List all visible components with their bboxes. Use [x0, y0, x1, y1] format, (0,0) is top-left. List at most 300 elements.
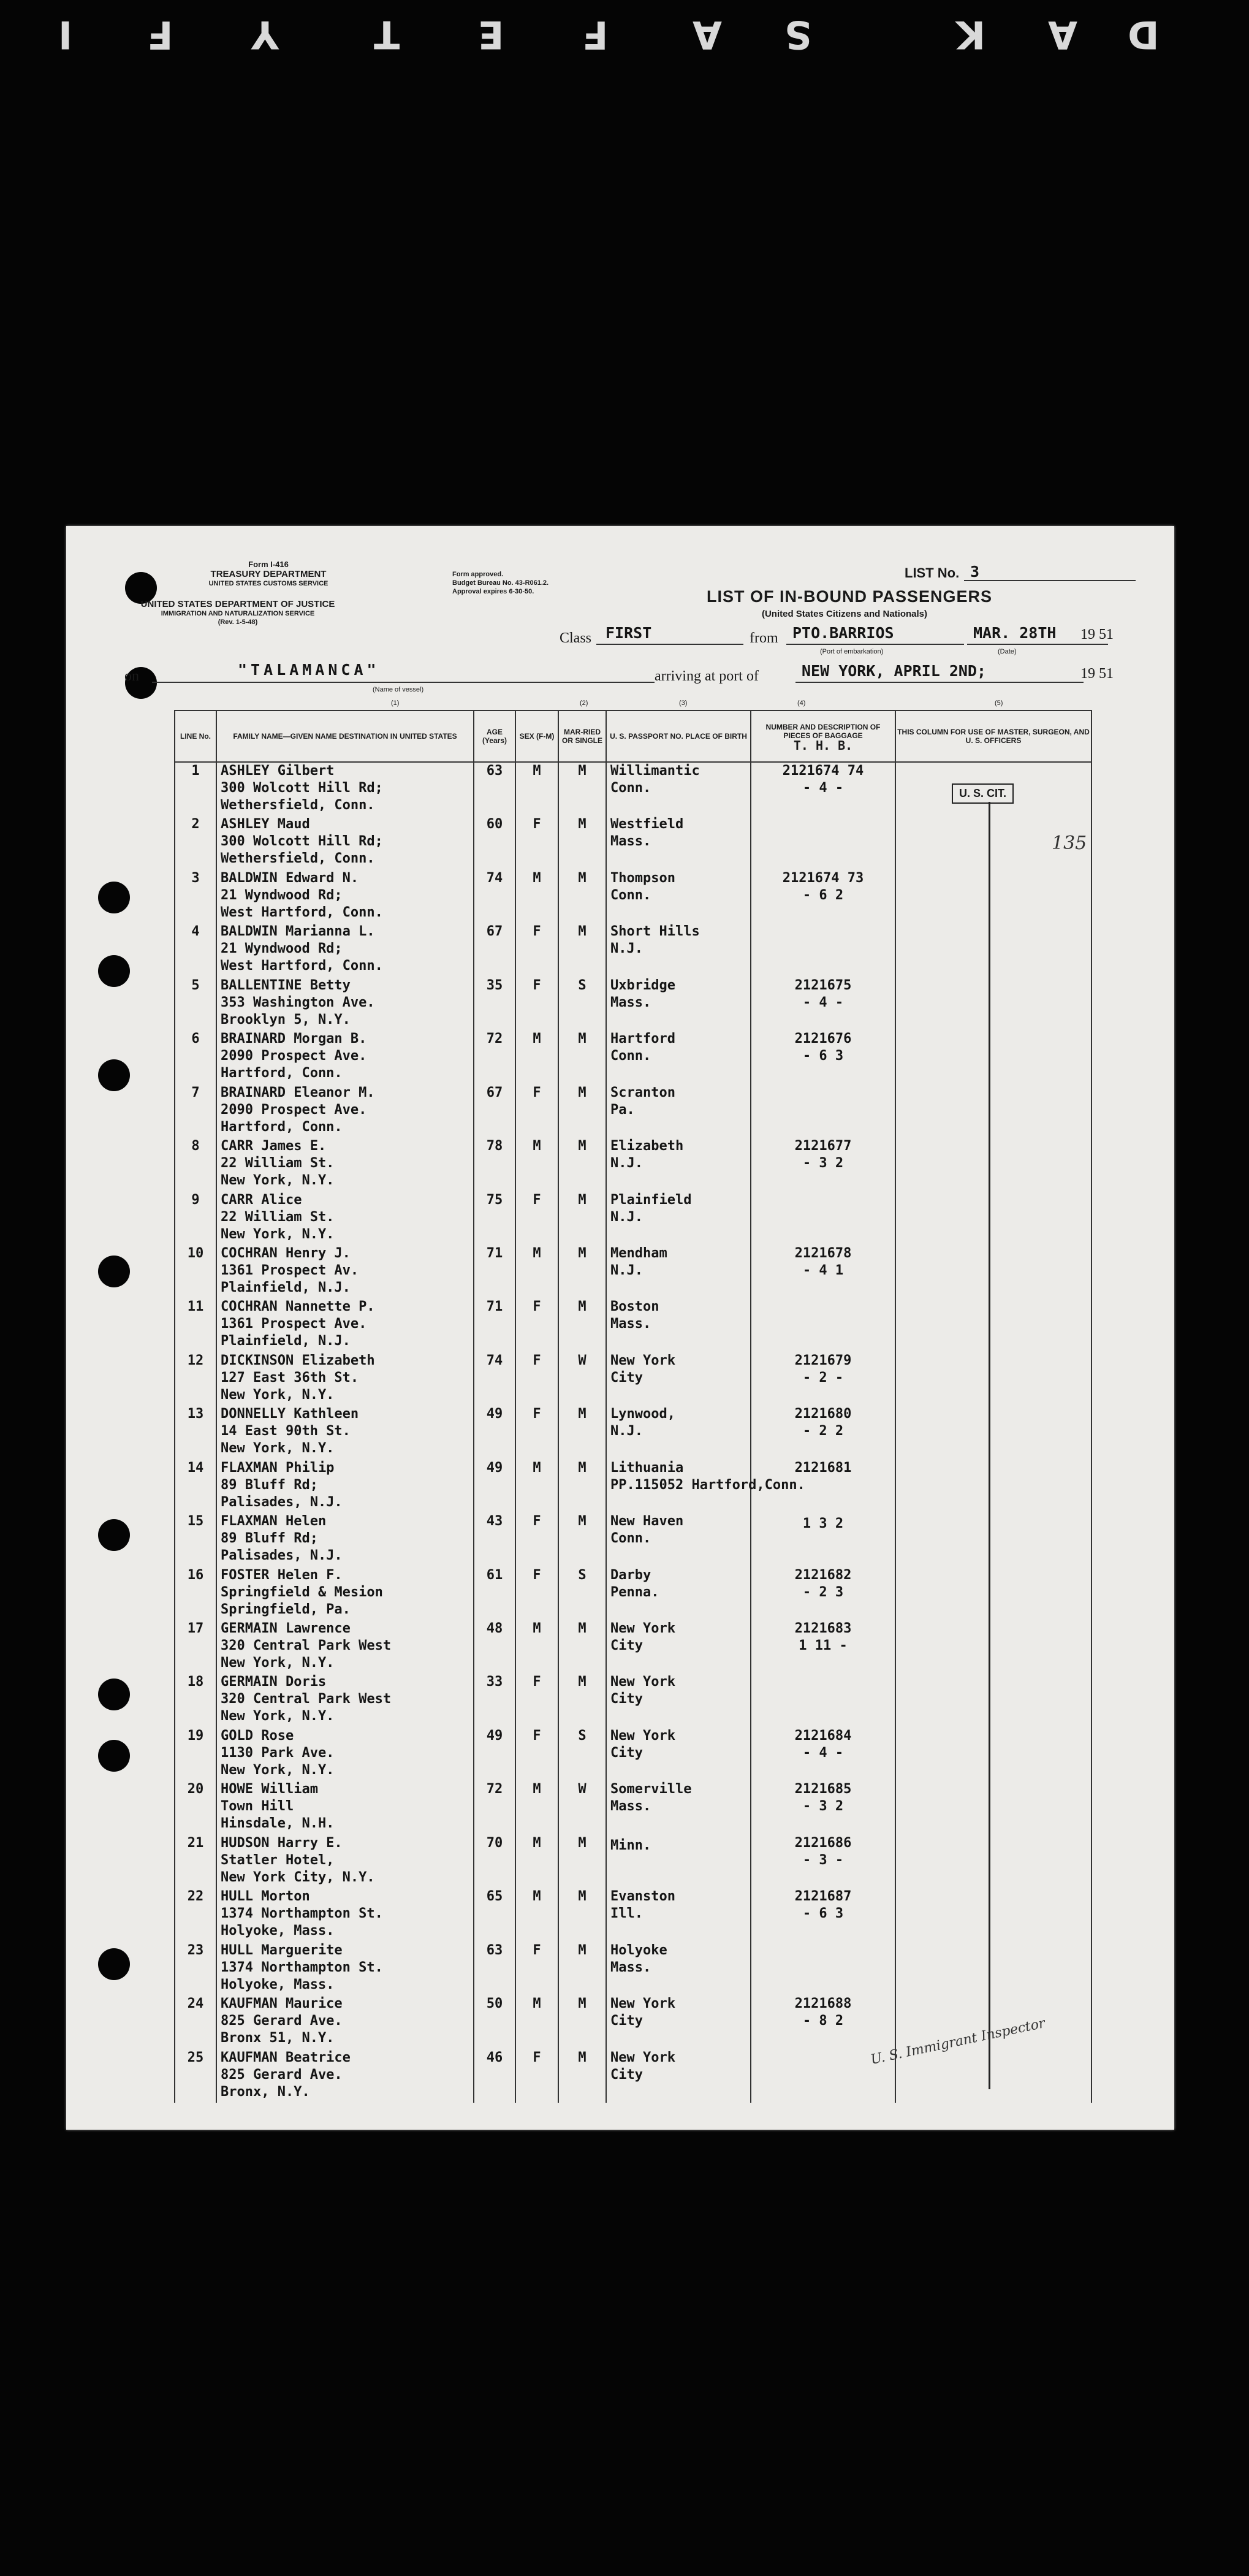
- passenger-name: HOWE William: [221, 1781, 318, 1797]
- birth-state: Mass.: [610, 1959, 651, 1975]
- passenger-sex: F: [533, 1567, 541, 1583]
- birth-state: Pa.: [610, 1102, 635, 1118]
- address-line: 2090 Prospect Ave.: [221, 1048, 367, 1064]
- officer-cell: [895, 1888, 1091, 1942]
- address-line: 320 Central Park West: [221, 1638, 392, 1654]
- marital-status: M: [578, 1621, 587, 1637]
- punch-hole: [98, 1740, 130, 1772]
- officer-cell: [895, 1298, 1091, 1352]
- table-row: [175, 816, 1091, 869]
- age-cell: [474, 1460, 515, 1513]
- marital-status: M: [578, 924, 587, 940]
- sex-cell: [515, 1084, 558, 1138]
- baggage-count: - 4 -: [802, 994, 844, 1010]
- officer-cell: [895, 1245, 1091, 1298]
- punch-hole: [98, 1679, 130, 1710]
- header-baggage-sub: T. H. B.: [793, 738, 853, 753]
- address-line: 353 Washington Ave.: [221, 994, 375, 1010]
- passenger-age: 49: [486, 1406, 503, 1422]
- line-number: 16: [187, 1567, 204, 1583]
- department-block: [177, 560, 360, 588]
- marital-status: M: [578, 1138, 587, 1154]
- birthplace-cell: [606, 1728, 751, 1781]
- place-of-birth: Somerville: [610, 1781, 692, 1797]
- baggage-count: - 3 -: [802, 1852, 844, 1868]
- header-baggage: [751, 711, 895, 762]
- address-line: 1361 Prospect Av.: [221, 1262, 359, 1278]
- married-cell: [558, 1942, 606, 1995]
- address-line: Town Hill: [221, 1799, 294, 1815]
- line-number-cell: [175, 762, 216, 816]
- sex-cell: [515, 1298, 558, 1352]
- place-of-birth: Plainfield: [610, 1192, 692, 1208]
- header-officer: THIS COLUMN FOR USE OF MASTER, SURGEON, AND U. S. OFFICERS: [895, 711, 1091, 762]
- table-row: [175, 1406, 1091, 1459]
- address-city: New York City, N.Y.: [221, 1869, 375, 1885]
- line-number: 21: [187, 1835, 204, 1851]
- place-of-birth: Evanston: [610, 1889, 675, 1905]
- passenger-rows: [175, 762, 1091, 2103]
- sex-cell: [515, 1995, 558, 2049]
- name-cell: [216, 1513, 474, 1566]
- age-cell: [474, 1888, 515, 1942]
- passport-number: 2121681: [794, 1460, 852, 1476]
- passport-number: 2121687: [794, 1889, 852, 1905]
- sex-cell: [515, 2049, 558, 2103]
- birth-state: Minn.: [610, 1837, 651, 1853]
- line-number: 25: [187, 2049, 204, 2065]
- baggage-count: - 4 -: [802, 780, 844, 796]
- page-title: LIST OF IN-BOUND PASSENGERS: [707, 587, 993, 606]
- punch-hole: [98, 882, 130, 913]
- punch-hole: [98, 1948, 130, 1980]
- line-number-cell: [175, 1888, 216, 1942]
- address-line: Statler Hotel,: [221, 1852, 335, 1868]
- passenger-name: CARR Alice: [221, 1192, 302, 1208]
- baggage-cell: [751, 1620, 895, 1674]
- film-edge-letter: F: [582, 12, 609, 57]
- address-city: Hartford, Conn.: [221, 1065, 343, 1081]
- line-number: 13: [187, 1406, 204, 1422]
- line-number-cell: [175, 1138, 216, 1191]
- film-edge-letter: D: [1128, 12, 1160, 57]
- passenger-age: 67: [486, 924, 503, 940]
- marital-status: M: [578, 1835, 587, 1851]
- baggage-count: [751, 818, 895, 821]
- film-edge-letter: T: [374, 12, 400, 57]
- baggage-cell: [751, 1352, 895, 1406]
- passenger-sex: M: [533, 1781, 541, 1797]
- name-cell: [216, 1245, 474, 1298]
- film-edge-letter: E: [478, 12, 504, 57]
- line-number-cell: [175, 1513, 216, 1566]
- passenger-sex: M: [533, 1245, 541, 1261]
- passenger-age: 49: [486, 1728, 503, 1743]
- table-row: [175, 1513, 1091, 1566]
- line-number-cell: [175, 1298, 216, 1352]
- passenger-sex: M: [533, 1835, 541, 1851]
- line-number-cell: [175, 1835, 216, 1888]
- customs-service: UNITED STATES CUSTOMS SERVICE: [208, 580, 328, 587]
- line-number-cell: [175, 1245, 216, 1298]
- line-number: 2: [191, 817, 200, 833]
- birthplace-cell: [606, 1031, 751, 1084]
- officer-cell: [895, 1084, 1091, 1138]
- passenger-age: 67: [486, 1084, 503, 1100]
- name-cell: [216, 2049, 474, 2103]
- baggage-count: 1 3 2: [802, 1516, 844, 1532]
- birthplace-cell: [606, 1192, 751, 1245]
- on-label: on: [124, 668, 139, 684]
- married-cell: [558, 2049, 606, 2103]
- place-of-birth: Elizabeth: [610, 1138, 684, 1154]
- birth-state: N.J.: [610, 1423, 643, 1439]
- birth-state: City: [610, 2013, 643, 2029]
- name-cell: [216, 1192, 474, 1245]
- table-row: [175, 1728, 1091, 1781]
- passenger-name: FLAXMAN Helen: [221, 1514, 327, 1530]
- baggage-count: - 3 2: [802, 1156, 844, 1172]
- line-number: 9: [191, 1192, 200, 1208]
- passport-number: 2121677: [794, 1138, 852, 1154]
- date-underline: [967, 644, 1108, 645]
- passenger-age: 49: [486, 1460, 503, 1476]
- birthplace-cell: [606, 1942, 751, 1995]
- film-edge-letter: A: [1048, 12, 1077, 57]
- age-cell: [474, 1298, 515, 1352]
- marital-status: M: [578, 1299, 587, 1315]
- married-cell: [558, 1245, 606, 1298]
- passenger-age: 74: [486, 870, 503, 886]
- age-cell: [474, 870, 515, 923]
- passenger-age: 46: [486, 2049, 503, 2065]
- passenger-name: KAUFMAN Maurice: [221, 1996, 343, 2012]
- age-cell: [474, 1995, 515, 2049]
- marital-status: M: [578, 1889, 587, 1905]
- line-number-cell: [175, 1460, 216, 1513]
- age-cell: [474, 762, 515, 816]
- place-of-birth: Uxbridge: [610, 977, 675, 993]
- officer-cell: [895, 2049, 1091, 2103]
- punch-hole: [98, 1519, 130, 1551]
- officer-cell: [895, 1192, 1091, 1245]
- marital-status: M: [578, 1192, 587, 1208]
- address-city: New York, N.Y.: [221, 1387, 335, 1403]
- table-row: [175, 1084, 1091, 1138]
- name-cell: [216, 762, 474, 816]
- marital-status: M: [578, 817, 587, 833]
- baggage-cell: [751, 1406, 895, 1459]
- passenger-sex: M: [533, 1460, 541, 1476]
- place-of-birth: Lithuania: [610, 1460, 684, 1476]
- passenger-name: BALDWIN Marianna L.: [221, 924, 375, 940]
- table-row: [175, 1298, 1091, 1352]
- film-edge-letter: F: [147, 12, 173, 57]
- passenger-age: 71: [486, 1245, 503, 1261]
- baggage-count: 1 11 -: [799, 1638, 848, 1654]
- marital-status: M: [578, 1942, 587, 1958]
- date-caption: (Date): [998, 648, 1017, 655]
- header-baggage-text: NUMBER AND DESCRIPTION OF PIECES OF BAGGAGE: [765, 723, 881, 740]
- birthplace-cell: [606, 1567, 751, 1620]
- married-cell: [558, 1084, 606, 1138]
- baggage-cell: [751, 762, 895, 816]
- name-cell: [216, 1888, 474, 1942]
- baggage-count: [751, 1301, 895, 1303]
- address-line: Springfield & Mesion: [221, 1584, 383, 1600]
- address-line: 89 Bluff Rd;: [221, 1477, 318, 1493]
- birthplace-cell: [606, 977, 751, 1031]
- col-num: (2): [580, 699, 588, 707]
- table-row: [175, 1031, 1091, 1084]
- line-number: 15: [187, 1514, 204, 1530]
- table-row: [175, 1620, 1091, 1674]
- place-of-birth: Mendham: [610, 1245, 667, 1261]
- address-city: Hinsdale, N.H.: [221, 1816, 335, 1832]
- birth-state: N.J.: [610, 941, 643, 957]
- place-of-birth: Willimantic: [610, 763, 700, 779]
- vessel-underline: [152, 682, 655, 683]
- baggage-count: - 6 2: [802, 887, 844, 903]
- passenger-age: 75: [486, 1192, 503, 1208]
- form-number: Form I-416: [248, 560, 289, 569]
- address-line: 1374 Northampton St.: [221, 1959, 383, 1975]
- officer-cell: [895, 1781, 1091, 1834]
- age-cell: [474, 923, 515, 977]
- passenger-age: 61: [486, 1567, 503, 1583]
- passenger-sex: F: [533, 1728, 541, 1743]
- officer-cell: [895, 1620, 1091, 1674]
- place-of-birth: New York: [610, 1621, 675, 1637]
- sex-cell: [515, 1352, 558, 1406]
- col-num: (3): [679, 699, 688, 707]
- address-city: Holyoke, Mass.: [221, 1923, 335, 1939]
- address-city: Palisades, N.J.: [221, 1548, 343, 1564]
- table-header-row: [175, 711, 1091, 762]
- passport-number: 2121680: [794, 1406, 852, 1422]
- address-line: 89 Bluff Rd;: [221, 1531, 318, 1547]
- married-cell: [558, 1781, 606, 1834]
- birth-state: City: [610, 1691, 643, 1707]
- age-cell: [474, 1728, 515, 1781]
- birth-state: Mass.: [610, 994, 651, 1010]
- address-line: 1361 Prospect Ave.: [221, 1316, 367, 1332]
- address-city: Palisades, N.J.: [221, 1494, 343, 1510]
- table-row: [175, 923, 1091, 977]
- address-line: 21 Wyndwood Rd;: [221, 887, 343, 903]
- year-arrival: 19 51: [1080, 666, 1114, 682]
- marital-status: M: [578, 763, 587, 779]
- passport-number: 2121674 73: [782, 870, 864, 886]
- place-of-birth: Westfield: [610, 817, 684, 833]
- punch-hole: [98, 955, 130, 987]
- place-of-birth: New York: [610, 1728, 675, 1743]
- passenger-sex: M: [533, 1621, 541, 1637]
- line-number-cell: [175, 977, 216, 1031]
- birth-state: Penna.: [610, 1584, 659, 1600]
- birth-state: Conn.: [610, 780, 651, 796]
- table-row: [175, 1835, 1091, 1888]
- officer-cell: [895, 1567, 1091, 1620]
- passenger-sex: F: [533, 924, 541, 940]
- marital-status: M: [578, 1406, 587, 1422]
- passport-number: 2121678: [794, 1245, 852, 1261]
- table-row: [175, 1781, 1091, 1834]
- film-edge-letter: A: [693, 12, 722, 57]
- passenger-name: HULL Marguerite: [221, 1942, 343, 1958]
- birth-state: Conn.: [610, 1048, 651, 1064]
- name-cell: [216, 1835, 474, 1888]
- passenger-age: 63: [486, 763, 503, 779]
- passenger-sex: F: [533, 1084, 541, 1100]
- place-of-birth: New York: [610, 1674, 675, 1690]
- passenger-name: GOLD Rose: [221, 1728, 294, 1743]
- table-row: [175, 1567, 1091, 1620]
- address-city: New York, N.Y.: [221, 1226, 335, 1242]
- baggage-cell: [751, 1781, 895, 1834]
- passport-number: 2121674 74: [782, 763, 864, 779]
- passenger-table: [174, 710, 1092, 2103]
- birth-state: N.J.: [610, 1262, 643, 1278]
- name-cell: [216, 1620, 474, 1674]
- passenger-name: DONNELLY Kathleen: [221, 1406, 359, 1422]
- place-of-birth: Short Hills: [610, 924, 700, 940]
- baggage-cell: [751, 1835, 895, 1888]
- birth-state: Ill.: [610, 1906, 643, 1922]
- approval-line: Budget Bureau No. 43-R061.2.: [452, 579, 549, 587]
- justice-dept: UNITED STATES DEPARTMENT OF JUSTICE: [140, 599, 335, 609]
- passenger-name: FLAXMAN Philip: [221, 1460, 335, 1476]
- header-age: AGE (Years): [474, 711, 515, 762]
- passenger-age: 35: [486, 977, 503, 993]
- passenger-age: 48: [486, 1621, 503, 1637]
- passenger-sex: M: [533, 763, 541, 779]
- line-number: 8: [191, 1138, 200, 1154]
- birth-state: N.J.: [610, 1156, 643, 1172]
- passenger-name: KAUFMAN Beatrice: [221, 2049, 351, 2065]
- birthplace-cell: [606, 1460, 805, 1513]
- address-city: Wethersfield, Conn.: [221, 798, 375, 813]
- citizen-bracket-line: [989, 802, 990, 2089]
- passenger-age: 33: [486, 1674, 503, 1690]
- birthplace-cell: [606, 1995, 751, 2049]
- baggage-cell: [751, 1674, 895, 1727]
- passenger-name: COCHRAN Nannette P.: [221, 1299, 375, 1315]
- age-cell: [474, 1245, 515, 1298]
- passenger-name: CARR James E.: [221, 1138, 327, 1154]
- line-number-cell: [175, 1674, 216, 1727]
- baggage-count: - 3 2: [802, 1799, 844, 1815]
- married-cell: [558, 1888, 606, 1942]
- name-cell: [216, 1084, 474, 1138]
- table-row: [175, 1192, 1091, 1245]
- marital-status: M: [578, 870, 587, 886]
- sex-cell: [515, 870, 558, 923]
- birthplace-cell: [606, 816, 751, 869]
- approval-line: Approval expires 6-30-50.: [452, 588, 534, 595]
- passenger-name: FOSTER Helen F.: [221, 1567, 343, 1583]
- passenger-sex: F: [533, 817, 541, 833]
- age-cell: [474, 977, 515, 1031]
- married-cell: [558, 923, 606, 977]
- passenger-name: ASHLEY Gilbert: [221, 763, 335, 779]
- sex-cell: [515, 923, 558, 977]
- year-departure: 19 51: [1080, 627, 1114, 642]
- line-number: 23: [187, 1942, 204, 1958]
- table-row: [175, 1245, 1091, 1298]
- film-edge-letter: Y: [251, 12, 279, 57]
- header-married: MAR-RIED OR SINGLE: [558, 711, 606, 762]
- passenger-age: 70: [486, 1835, 503, 1851]
- married-cell: [558, 1406, 606, 1459]
- passenger-sex: M: [533, 1031, 541, 1047]
- passenger-name: GERMAIN Doris: [221, 1674, 327, 1690]
- marital-status: M: [578, 1996, 587, 2012]
- name-cell: [216, 1728, 474, 1781]
- passenger-sex: F: [533, 1352, 541, 1368]
- baggage-cell: [751, 1728, 895, 1781]
- approval-block: [452, 570, 612, 596]
- col-num: (1): [391, 699, 400, 707]
- page-subtitle: (United States Citizens and Nationals): [761, 609, 928, 619]
- baggage-cell: [751, 1888, 895, 1942]
- passenger-sex: F: [533, 1942, 541, 1958]
- age-cell: [474, 2049, 515, 2103]
- place-of-birth: Thompson: [610, 870, 675, 886]
- address-city: New York, N.Y.: [221, 1655, 335, 1671]
- passenger-name: BRAINARD Morgan B.: [221, 1031, 367, 1047]
- place-of-birth: New York: [610, 1352, 675, 1368]
- baggage-count: [751, 926, 895, 928]
- line-number: 19: [187, 1728, 204, 1743]
- line-number-cell: [175, 1352, 216, 1406]
- place-of-birth: Holyoke: [610, 1942, 667, 1958]
- class-value: FIRST: [606, 624, 652, 642]
- birthplace-cell: [606, 1835, 751, 1888]
- address-city: Bronx, N.Y.: [221, 2084, 310, 2100]
- sex-cell: [515, 1888, 558, 1942]
- address-line: 1130 Park Ave.: [221, 1745, 335, 1761]
- ins-service: IMMIGRATION AND NATURALIZATION SERVICE: [161, 610, 315, 617]
- place-of-birth: Lynwood,: [610, 1406, 675, 1422]
- class-label: Class: [560, 630, 592, 646]
- married-cell: [558, 1513, 606, 1566]
- line-number-cell: [175, 923, 216, 977]
- passenger-sex: F: [533, 2049, 541, 2065]
- passenger-age: 50: [486, 1996, 503, 2012]
- passport-number: 2121684: [794, 1728, 852, 1743]
- age-cell: [474, 1781, 515, 1834]
- passport-number: 2121676: [794, 1031, 852, 1047]
- passenger-name: BALLENTINE Betty: [221, 977, 351, 993]
- age-cell: [474, 1031, 515, 1084]
- line-number-cell: [175, 1084, 216, 1138]
- passport-number: 2121679: [794, 1352, 852, 1368]
- line-number: 24: [187, 1996, 204, 2012]
- table-row: [175, 977, 1091, 1031]
- birth-state: Conn.: [610, 1531, 651, 1547]
- line-number-cell: [175, 1406, 216, 1459]
- address-line: 300 Wolcott Hill Rd;: [221, 834, 383, 850]
- passenger-age: 74: [486, 1352, 503, 1368]
- table-row: [175, 1352, 1091, 1406]
- line-number-cell: [175, 870, 216, 923]
- officer-cell: [895, 1460, 1091, 1513]
- sex-cell: [515, 1781, 558, 1834]
- baggage-cell: [751, 923, 895, 977]
- officer-cell: [895, 1942, 1091, 1995]
- birthplace-cell: [606, 1352, 751, 1406]
